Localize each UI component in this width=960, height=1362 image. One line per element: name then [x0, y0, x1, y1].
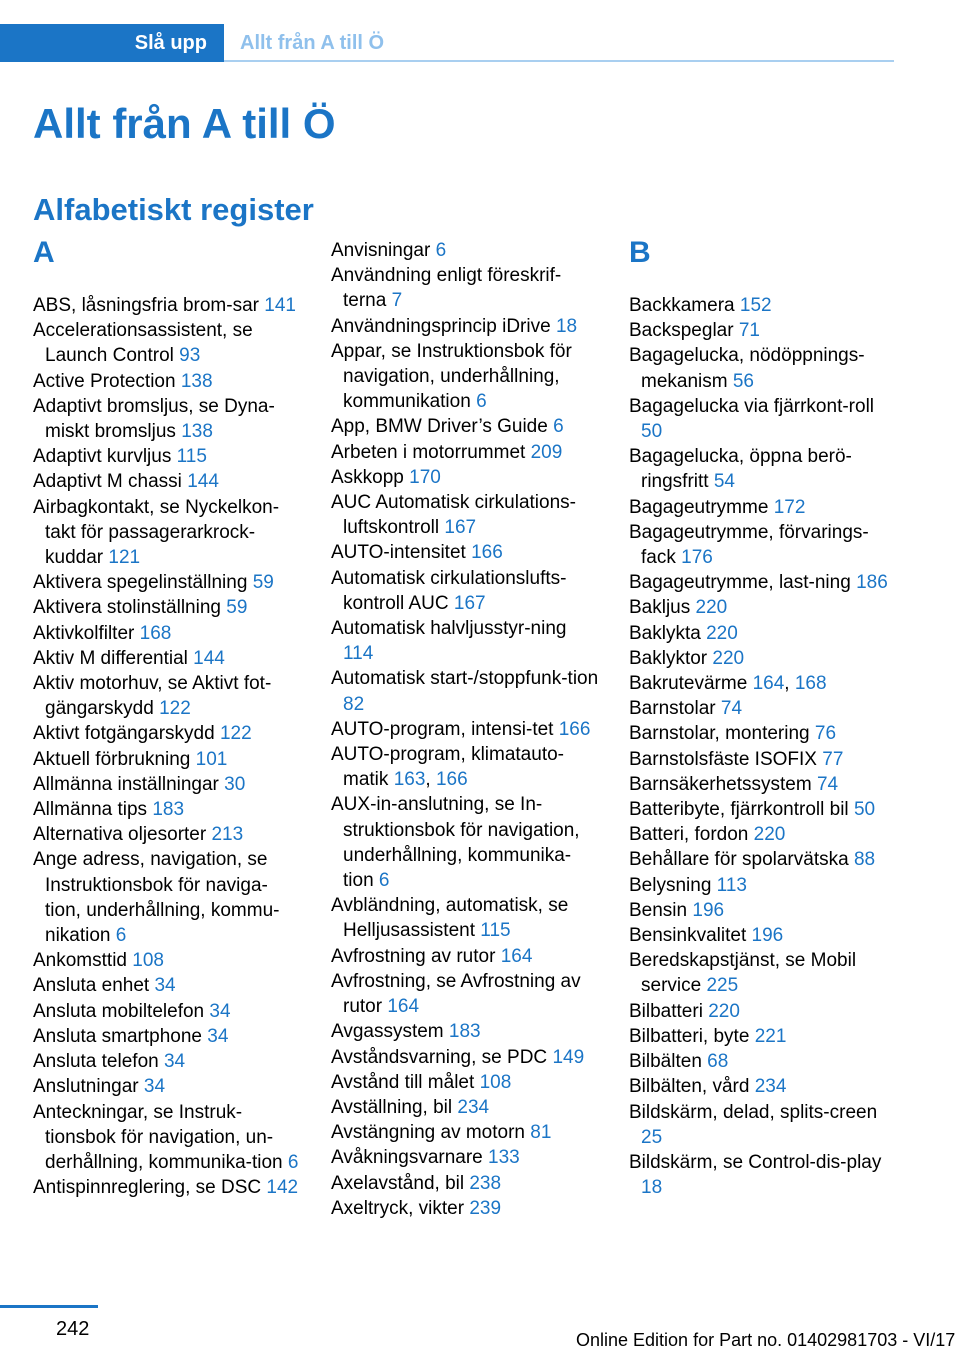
entry-label: Barnsäkerhetssystem [629, 773, 812, 795]
entry-label: Ansluta smartphone [33, 1025, 202, 1047]
entry-label: Allmänna inställningar [33, 773, 219, 795]
index-entry [629, 822, 899, 847]
entry-label: Bagagelucka, nödöppnings-mekanism [629, 345, 865, 392]
entry-label: AUTO-intensitet [331, 542, 466, 564]
page-link[interactable]: 74 [720, 698, 743, 720]
page-link[interactable]: 172 [773, 496, 806, 518]
entry-label: Användning enligt föreskrif-terna [331, 265, 562, 312]
page-link[interactable]: 34 [209, 1000, 231, 1022]
index-entry [33, 721, 303, 746]
entry-label: Aktivera stolinställning [33, 597, 221, 619]
index-entry [33, 621, 303, 646]
entry-label: Bagageutrymme, förvarings-fack [629, 521, 869, 569]
index-entry [331, 1070, 601, 1095]
entry-label: Avfrostning av rutor [331, 945, 496, 967]
entry-label: Bilbatteri [629, 1000, 703, 1022]
index-entry [331, 616, 601, 666]
index-entry [629, 999, 899, 1024]
entry-label: Aktivera spegelinställning [33, 572, 248, 594]
page-link[interactable]: 93 [179, 345, 201, 367]
entry-label: Bakljus [629, 597, 691, 619]
index-entry [331, 1196, 601, 1221]
index-entry [33, 999, 303, 1024]
entry-label: AUTO-program, klimatauto-matik [331, 744, 564, 791]
entry-label: Anslutningar [33, 1076, 139, 1098]
entry-label: Avfrostning, se Avfrostning av rutor [331, 970, 581, 1018]
page-link[interactable]: 101 [195, 748, 228, 770]
entry-label: Aktivkolfilter [33, 622, 135, 644]
entry-label: Adaptivt bromsljus, se Dyna-miskt bromsljus [33, 395, 275, 443]
index-entry [629, 721, 899, 746]
page-number: 242 [56, 1318, 90, 1340]
page-link[interactable]: 122 [219, 723, 252, 745]
index-entry [331, 717, 601, 742]
index-entry [33, 1175, 303, 1200]
page-link[interactable]: 6 [553, 416, 564, 438]
page-title: Allt från A till Ö [33, 100, 336, 147]
entry-label: Bilbälten, vård [629, 1076, 750, 1098]
page-link[interactable]: 56 [732, 370, 754, 392]
index-entry [331, 1045, 601, 1070]
page-link[interactable]: 34 [207, 1025, 229, 1047]
index-entry [629, 595, 899, 620]
index-entry [629, 948, 899, 998]
index-entry [629, 646, 899, 671]
index-entry [33, 847, 303, 948]
index-entry [33, 973, 303, 998]
page-link[interactable]: 34 [143, 1076, 166, 1098]
page-link[interactable]: 88 [853, 849, 876, 871]
index-entry [629, 671, 899, 696]
page-link[interactable]: 138 [180, 370, 213, 392]
page-link[interactable]: 238 [469, 1172, 502, 1194]
page-link[interactable]: 6 [378, 870, 390, 892]
entry-label: Ankomsttid [33, 950, 127, 972]
tab-look-up[interactable]: Slå upp [0, 24, 224, 62]
entry-label: AUX-in-anslutning, se In-struktionsbok för navigation, underhållning, kommunika-tion [331, 794, 580, 892]
entry-label: Active Protection [33, 370, 176, 392]
entry-label: Axelavstånd, bil [331, 1172, 465, 1194]
entry-label: Adaptivt kurvljus [33, 446, 172, 468]
page-link[interactable]: 74 [816, 773, 839, 795]
entry-label: Bakrutevärme [629, 673, 748, 695]
index-entry [33, 1074, 303, 1099]
page-link[interactable]: 163 [393, 769, 426, 791]
entry-label: Avstånd till målet [331, 1071, 475, 1093]
index-column-3 [629, 238, 899, 1200]
entry-label: Backspeglar [629, 320, 734, 342]
index-entry [33, 369, 303, 394]
entry-label: Axeltryck, vikter [331, 1197, 465, 1219]
entry-label: Automatisk start-/stoppfunk-tion [331, 668, 599, 690]
footer-rule [0, 1305, 98, 1308]
entry-label: Bagageutrymme [629, 496, 769, 518]
page-link[interactable]: 183 [448, 1021, 481, 1043]
index-entry [331, 1019, 601, 1044]
entry-label: Airbagkontakt, se Nyckelkon-takt för passagerarkrock-kuddar [33, 496, 280, 569]
page-link[interactable]: 6 [476, 391, 487, 413]
entry-label: Ansluta enhet [33, 975, 150, 997]
index-entry [629, 1074, 899, 1099]
index-entry [33, 293, 303, 318]
entry-label: AUC Automatisk cirkulations-luftskontroll [331, 492, 576, 539]
index-entry [629, 847, 899, 872]
entry-label: Aktiv motorhuv, se Aktivt fot-gängarskydd [33, 673, 272, 720]
index-entry [629, 898, 899, 923]
page-link[interactable]: 186 [856, 572, 888, 594]
page-link[interactable]: 7 [391, 290, 403, 312]
index-entry [629, 772, 899, 797]
index-entry [331, 540, 601, 565]
index-entry [33, 822, 303, 847]
breadcrumb-bar [0, 24, 894, 62]
page-link[interactable]: 166 [471, 542, 503, 564]
index-entry [629, 1150, 899, 1200]
entry-label: Allmänna tips [33, 799, 148, 821]
index-entry [331, 238, 601, 263]
page-link[interactable]: 220 [753, 824, 786, 846]
index-entry [629, 343, 899, 393]
page-link[interactable]: 170 [409, 466, 441, 488]
page-link[interactable]: 176 [681, 547, 713, 569]
entry-label: Bensinkvalitet [629, 925, 747, 947]
entry-label: Automatisk halvljusstyr-ning [331, 618, 567, 640]
index-entry [33, 797, 303, 822]
page-link[interactable]: 164 [500, 945, 533, 967]
page-link[interactable]: 76 [814, 723, 837, 745]
index-entry [331, 1145, 601, 1170]
page-link[interactable]: 68 [707, 1051, 729, 1073]
index-entry [331, 566, 601, 616]
index-entry [629, 293, 899, 318]
entry-label: Backkamera [629, 295, 735, 316]
page-link[interactable]: 221 [754, 1025, 787, 1047]
page-separator: , [784, 673, 790, 695]
index-entry [331, 490, 601, 540]
entry-label: Anvisningar [331, 240, 431, 261]
index-entry [33, 646, 303, 671]
index-entry [629, 495, 899, 520]
index-entry [629, 1049, 899, 1074]
page-link[interactable]: 50 [853, 799, 876, 821]
page-link[interactable]: 133 [488, 1147, 520, 1169]
index-entry [629, 570, 899, 595]
page-link[interactable]: 144 [187, 471, 219, 493]
page-link[interactable]: 114 [343, 643, 374, 665]
entry-label: Automatisk cirkulationslufts-kontroll AUC [331, 567, 567, 614]
entry-label: Bensin [629, 899, 688, 921]
index-entry [33, 595, 303, 620]
index-entry [331, 969, 601, 1019]
index-entry [331, 944, 601, 969]
page-link[interactable]: 6 [287, 1151, 299, 1173]
page-link[interactable]: 220 [712, 647, 745, 669]
page-link[interactable]: 196 [751, 925, 784, 947]
page-link[interactable]: 220 [708, 1000, 740, 1022]
page-link[interactable]: 234 [457, 1096, 490, 1118]
page-separator: , [425, 769, 431, 791]
index-entry [33, 671, 303, 721]
index-entry [33, 747, 303, 772]
entry-label: Batteri, fordon [629, 824, 749, 846]
entry-label: Bagageutrymme, last-ning [629, 572, 851, 594]
index-entry [331, 440, 601, 465]
index-entry [331, 263, 601, 313]
index-entry [629, 1024, 899, 1049]
page-link[interactable]: 234 [754, 1076, 787, 1098]
entry-label: Behållare för spolarvätska [629, 849, 849, 871]
index-entry [629, 318, 899, 343]
entry-label: Bildskärm, se Control-dis-play [629, 1151, 882, 1173]
page-link[interactable]: 108 [132, 950, 164, 972]
entry-label: Adaptivt M chassi [33, 471, 182, 493]
tab-a-to-z[interactable]: Allt från A till Ö [240, 32, 385, 54]
page-link[interactable]: 220 [706, 622, 738, 644]
index-entry [331, 414, 601, 439]
entry-label: Avåkningsvarnare [331, 1147, 483, 1169]
page-link[interactable]: 59 [252, 572, 274, 594]
entry-label: Bagagelucka, öppna berö-ringsfritt [629, 446, 852, 493]
entry-label: Avgassystem [331, 1021, 444, 1043]
index-entry [629, 394, 899, 444]
page-link[interactable]: 6 [435, 240, 447, 261]
index-entry [33, 495, 303, 571]
page-link[interactable]: 166 [558, 718, 591, 740]
page-link[interactable]: 18 [641, 1177, 663, 1199]
index-entry [331, 893, 601, 943]
index-entry [331, 465, 601, 490]
entry-label: Alternativa oljesorter [33, 824, 207, 846]
index-entry [33, 1024, 303, 1049]
page-link[interactable]: 25 [641, 1126, 663, 1148]
index-entry [33, 772, 303, 797]
entry-label: Avställning, bil [331, 1096, 453, 1118]
entry-label: Beredskapstjänst, se Mobil service [629, 950, 857, 997]
page-link[interactable]: 77 [822, 748, 844, 770]
page-link[interactable]: 18 [555, 315, 578, 337]
entry-label: Aktiv M differential [33, 647, 188, 669]
index-letter-b: B [629, 236, 651, 269]
entry-label: Aktivt fotgängarskydd [33, 723, 215, 745]
page-link[interactable]: 167 [444, 517, 477, 539]
entry-label: Bildskärm, delad, splits-creen [629, 1101, 878, 1123]
index-entry [331, 1171, 601, 1196]
page-link[interactable]: 82 [343, 693, 365, 715]
index-entry [629, 923, 899, 948]
entry-label: AUTO-program, intensi-tet [331, 718, 554, 740]
entry-label: Accelerationsassistent, se Launch Control [33, 320, 253, 367]
index-entry [331, 314, 601, 339]
page-link[interactable]: 196 [692, 899, 725, 921]
page-link[interactable]: 168 [794, 673, 827, 695]
index-entry [33, 469, 303, 494]
page-link[interactable]: 108 [479, 1071, 512, 1093]
page-link[interactable]: 239 [469, 1197, 502, 1219]
page-link[interactable]: 149 [552, 1046, 585, 1068]
page-link[interactable]: 166 [435, 769, 468, 791]
page-link[interactable]: 30 [224, 773, 246, 795]
entry-label: ABS, låsningsfria brom-sar [33, 295, 259, 316]
page-link[interactable]: 152 [739, 295, 772, 316]
index-column-2 [331, 238, 601, 1221]
index-entry [629, 1100, 899, 1150]
index-entry [33, 948, 303, 973]
index-letter-a: A [33, 236, 55, 269]
page-link[interactable]: 168 [139, 622, 172, 644]
index-entry [331, 666, 601, 716]
page-link[interactable]: 225 [706, 975, 739, 997]
index-entry [629, 797, 899, 822]
page-link[interactable]: 81 [530, 1122, 552, 1144]
index-entry [33, 318, 303, 368]
entry-label: Användningsprincip iDrive [331, 315, 551, 337]
entry-label: Avståndsvarning, se PDC [331, 1046, 548, 1068]
index-entry [331, 792, 601, 893]
index-entry [33, 444, 303, 469]
page-link[interactable]: 183 [152, 799, 185, 821]
page-link[interactable]: 144 [193, 647, 225, 669]
page-link[interactable]: 54 [713, 471, 735, 493]
entry-label: Anteckningar, se Instruk-tionsbok för navigation, un-derhållning, kommunika-tion [33, 1101, 283, 1173]
entry-label: Avstängning av motorn [331, 1122, 525, 1144]
index-entry [33, 1100, 303, 1176]
entry-label: Barnstolsfäste ISOFIX [629, 748, 817, 770]
entry-label: Baklykta [629, 622, 701, 644]
index-entry [331, 1095, 601, 1120]
entry-label: Ansluta telefon [33, 1051, 159, 1073]
edition-note: Online Edition for Part no. 01402981703 - VI/17 [576, 1330, 956, 1350]
entry-label: Askkopp [331, 466, 404, 488]
entry-label: Batteribyte, fjärrkontroll bil [629, 799, 849, 821]
entry-label: Bilbatteri, byte [629, 1025, 750, 1047]
page-link[interactable]: 164 [387, 996, 420, 1018]
index-entry [629, 696, 899, 721]
entry-label: Barnstolar, montering [629, 723, 810, 745]
page-link[interactable]: 213 [211, 824, 244, 846]
section-title: Alfabetiskt register [33, 192, 314, 227]
index-entry [331, 742, 601, 792]
page-link[interactable]: 164 [752, 673, 785, 695]
index-entry [629, 444, 899, 494]
page-link[interactable]: 6 [115, 925, 127, 947]
page-link[interactable]: 115 [480, 920, 511, 942]
index-entry [629, 520, 899, 570]
page-link[interactable]: 141 [264, 295, 296, 316]
page-link[interactable]: 50 [641, 421, 663, 443]
page-link[interactable]: 121 [108, 547, 141, 569]
header-rule [224, 60, 894, 62]
page-link[interactable]: 209 [530, 441, 563, 463]
index-entry [629, 747, 899, 772]
entry-label: Antispinnreglering, se DSC [33, 1177, 262, 1199]
page-link[interactable]: 34 [163, 1051, 186, 1073]
entry-label: Ansluta mobiltelefon [33, 1000, 205, 1022]
index-column-1 [33, 238, 303, 1200]
entry-label: Arbeten i motorrummet [331, 441, 526, 463]
index-entry [629, 873, 899, 898]
entry-label: Bilbälten [629, 1051, 702, 1073]
page-link[interactable]: 138 [181, 421, 213, 443]
index-entry [331, 339, 601, 415]
index-entry [629, 621, 899, 646]
entry-label: App, BMW Driver’s Guide [331, 416, 548, 438]
entry-label: Ange adress, navigation, se Instruktionsbok för naviga-tion, underhållning, kommu-nikation [33, 849, 280, 947]
entry-label: Baklyktor [629, 647, 708, 669]
entry-label: Appar, se Instruktionsbok för navigation, underhållning, kommunikation [331, 340, 572, 413]
page-link[interactable]: 122 [159, 698, 191, 720]
index-entry [33, 394, 303, 444]
entry-label: Aktuell förbrukning [33, 748, 191, 770]
page-link[interactable]: 142 [266, 1177, 299, 1199]
page-link[interactable]: 113 [716, 874, 747, 896]
page-link[interactable]: 34 [154, 975, 176, 997]
entry-label: Bagagelucka via fjärrkont-roll [629, 395, 875, 417]
entry-label: Belysning [629, 874, 712, 896]
index-entry [33, 570, 303, 595]
index-entry [33, 1049, 303, 1074]
page-link[interactable]: 115 [176, 446, 207, 468]
index-entry [331, 1120, 601, 1145]
entry-label: Avbländning, automatisk, se Helljusassistent [331, 895, 569, 942]
page-link[interactable]: 71 [738, 320, 760, 342]
page-link[interactable]: 167 [453, 592, 486, 614]
page-link[interactable]: 220 [695, 597, 728, 619]
entry-label: Barnstolar [629, 698, 716, 720]
page-link[interactable]: 59 [226, 597, 248, 619]
